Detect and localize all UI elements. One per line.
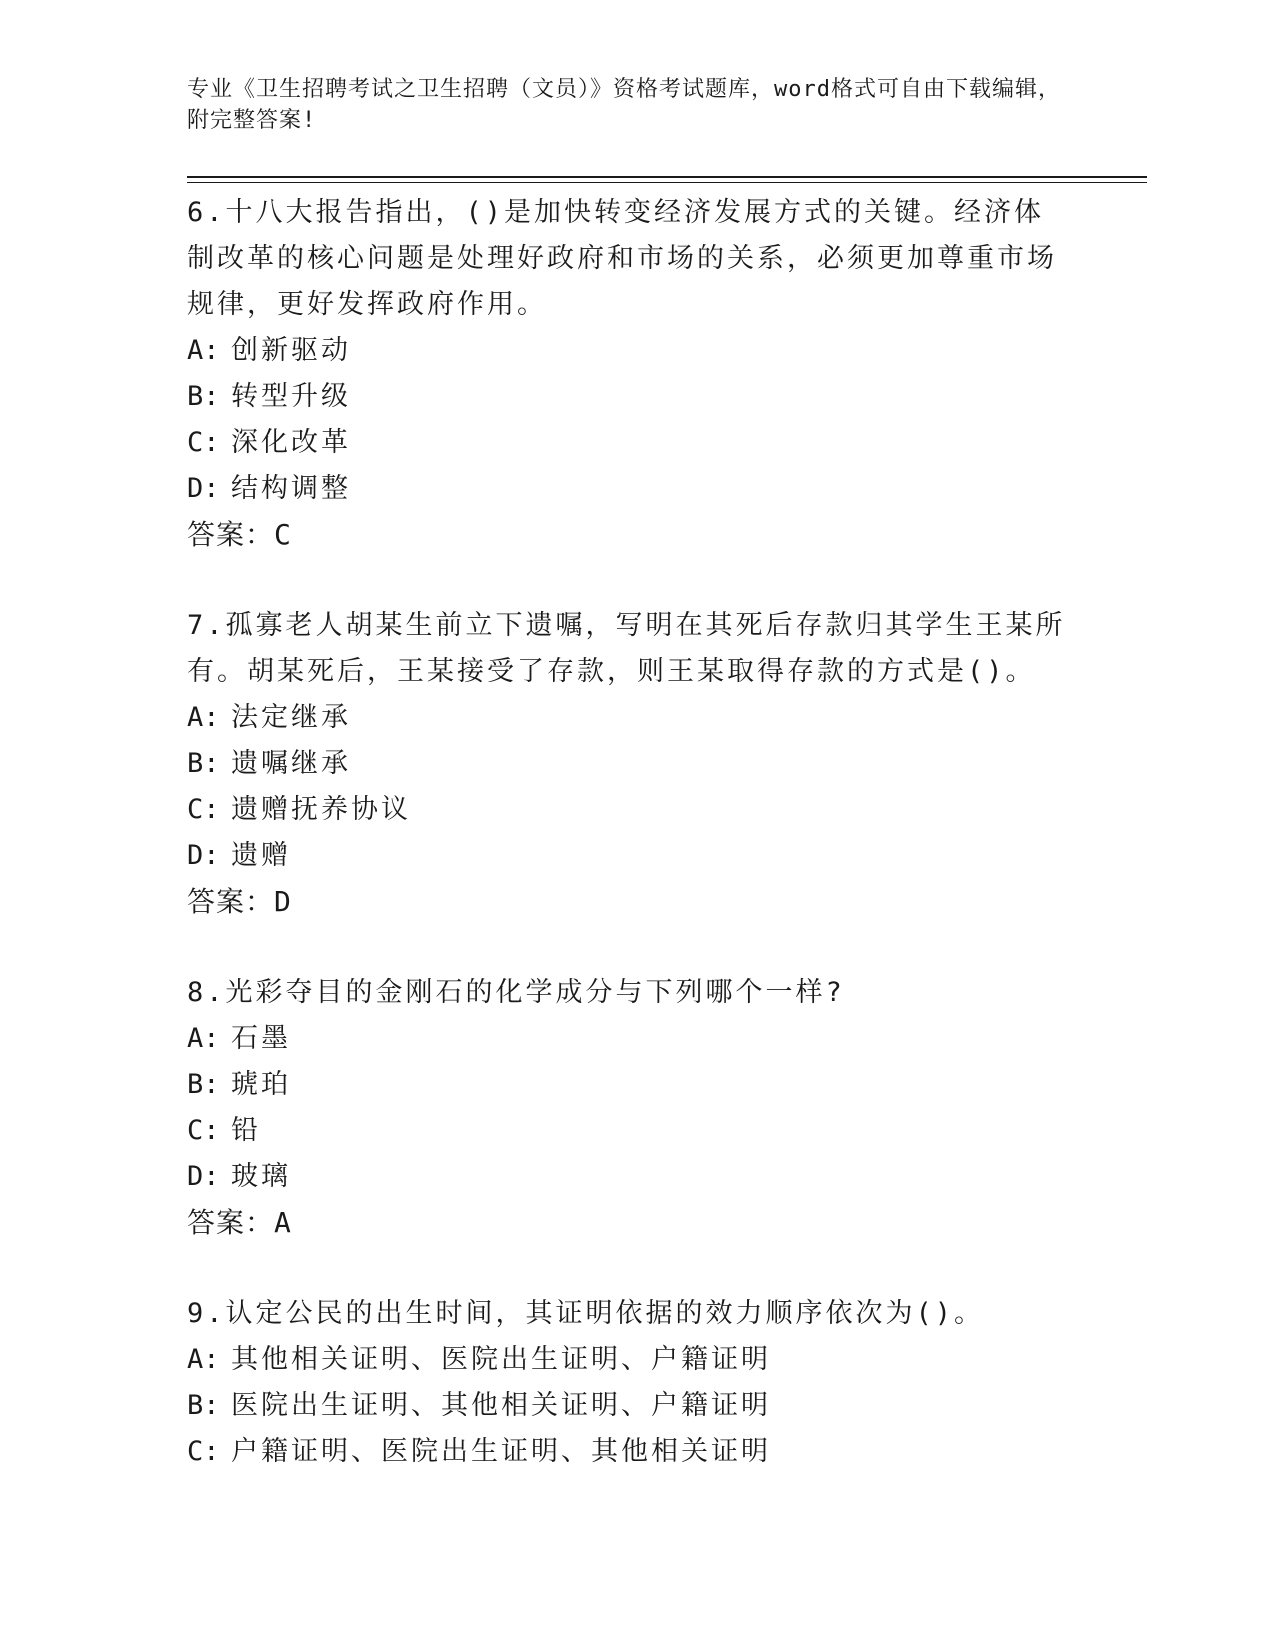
answer-label: 答案：: [187, 885, 275, 918]
option-c: [187, 1429, 1067, 1475]
question-stem: 8.光彩夺目的金刚石的化学成分与下列哪个一样?: [187, 977, 845, 1008]
option-text: 转型升级: [231, 381, 351, 412]
option-text: 结构调整: [231, 473, 351, 504]
answer-line: [187, 879, 1067, 925]
option-b: [187, 374, 1067, 420]
option-text: 创新驱动: [231, 335, 351, 366]
option-letter: A:: [187, 1023, 220, 1054]
option-text: 遗嘱继承: [231, 748, 351, 779]
option-c: [187, 1108, 1067, 1154]
option-letter: A:: [187, 1344, 220, 1375]
option-b: [187, 1383, 1067, 1429]
option-letter: B:: [187, 381, 220, 412]
question-6: [187, 190, 1067, 558]
option-a: [187, 1016, 1067, 1062]
option-text: 其他相关证明、医院出生证明、户籍证明: [231, 1344, 771, 1375]
question-stem: 9.认定公民的出生时间，其证明依据的效力顺序依次为()。: [187, 1298, 985, 1329]
option-text: 法定继承: [231, 702, 351, 733]
option-a: [187, 695, 1067, 741]
option-letter: B:: [187, 1390, 220, 1421]
option-a: [187, 1337, 1067, 1383]
header-rule-thin: [187, 182, 1147, 183]
option-c: [187, 787, 1067, 833]
header-rule-thick: [187, 176, 1147, 178]
answer-line: [187, 1200, 1067, 1246]
option-text: 户籍证明、医院出生证明、其他相关证明: [231, 1436, 771, 1467]
option-letter: D:: [187, 473, 220, 504]
option-a: [187, 328, 1067, 374]
option-letter: C:: [187, 794, 220, 825]
option-text: 医院出生证明、其他相关证明、户籍证明: [231, 1390, 771, 1421]
option-letter: C:: [187, 1115, 220, 1146]
question-list: [187, 190, 1067, 1520]
answer-value: D: [274, 885, 292, 918]
question-7: [187, 603, 1067, 925]
option-letter: A:: [187, 702, 220, 733]
answer-line: [187, 512, 1067, 558]
option-text: 遗赠: [231, 840, 291, 871]
question-8: [187, 970, 1067, 1246]
document-header: 专业《卫生招聘考试之卫生招聘（文员）》资格考试题库，word格式可自由下载编辑，附完整答案!: [187, 77, 1061, 133]
option-letter: B:: [187, 748, 220, 779]
question-stem: 7.孤寡老人胡某生前立下遗嘱，写明在其死后存款归其学生王某所有。胡某死后，王某接受了存款，则王某取得存款的方式是()。: [187, 610, 1066, 687]
question-stem: 6.十八大报告指出，()是加快转变经济发展方式的关键。经济体制改革的核心问题是处理好政府和市场的关系，必须更加尊重市场规律，更好发挥政府作用。: [187, 197, 1057, 320]
option-d: [187, 1154, 1067, 1200]
option-text: 深化改革: [231, 427, 351, 458]
option-text: 琥珀: [231, 1069, 291, 1100]
option-text: 遗赠抚养协议: [231, 794, 411, 825]
option-letter: C:: [187, 427, 220, 458]
answer-label: 答案：: [187, 518, 275, 551]
answer-label: 答案：: [187, 1206, 275, 1239]
option-letter: D:: [187, 1161, 220, 1192]
answer-value: C: [274, 518, 292, 551]
option-letter: C:: [187, 1436, 220, 1467]
answer-value: A: [274, 1206, 292, 1239]
option-text: 玻璃: [231, 1161, 291, 1192]
option-text: 铅: [231, 1115, 261, 1146]
option-text: 石墨: [231, 1023, 291, 1054]
option-letter: B:: [187, 1069, 220, 1100]
option-d: [187, 833, 1067, 879]
option-letter: D:: [187, 840, 220, 871]
option-d: [187, 466, 1067, 512]
option-b: [187, 741, 1067, 787]
option-letter: A:: [187, 335, 220, 366]
option-c: [187, 420, 1067, 466]
option-b: [187, 1062, 1067, 1108]
question-9: [187, 1291, 1067, 1475]
